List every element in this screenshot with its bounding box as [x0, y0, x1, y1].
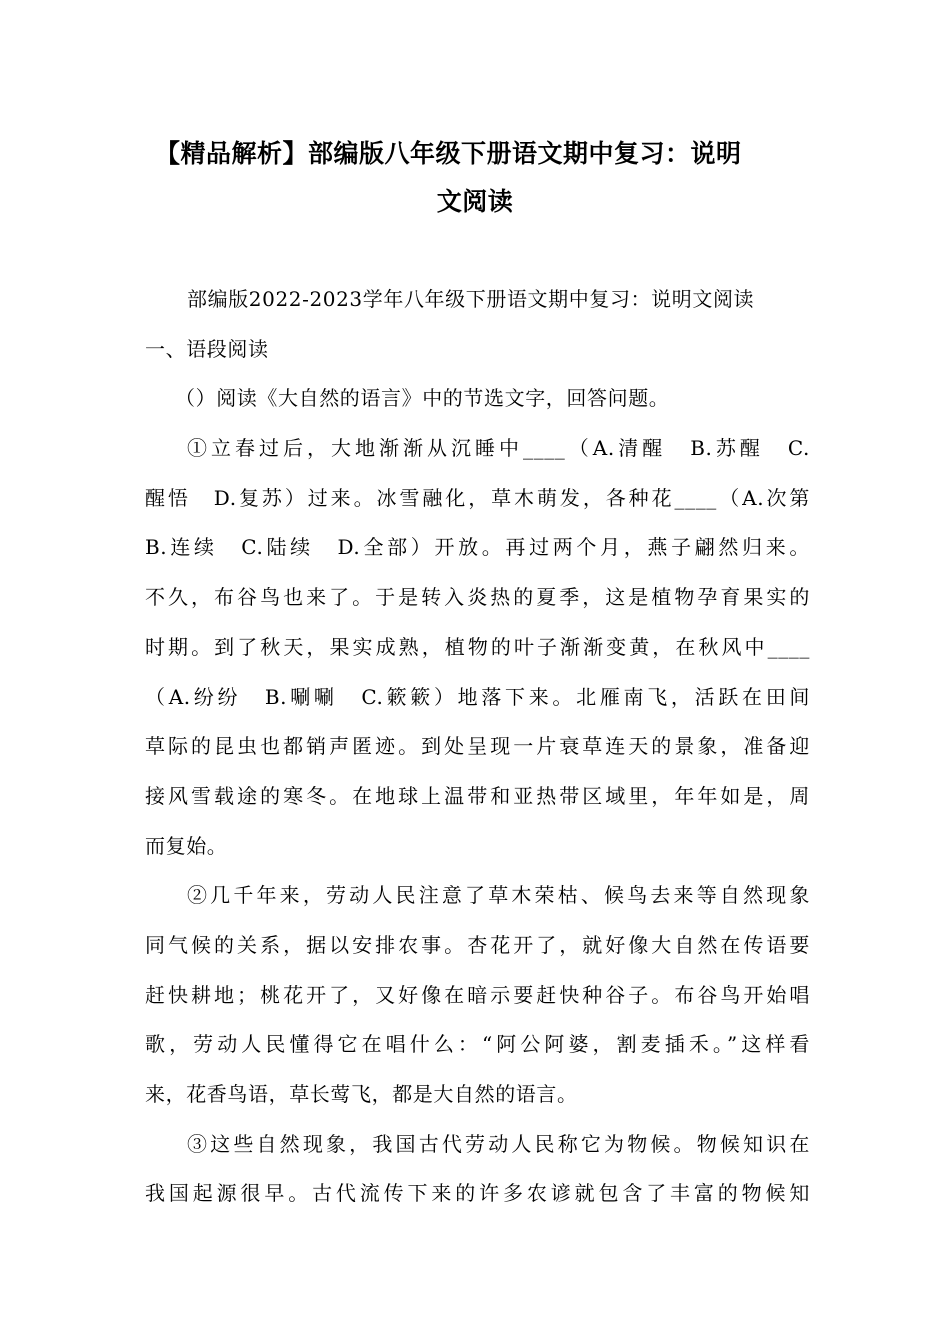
paragraph-2: [145, 871, 810, 1119]
paragraph-line: 接风雪载途的寒冬。在地球上温带和亚热带区域里，年年如是，周: [145, 783, 810, 808]
paragraph-3: [145, 1120, 810, 1219]
paragraph-1: [145, 424, 810, 871]
paragraph-line: 同气候的关系，据以安排农事。杏花开了，就好像大自然在传语要: [145, 932, 810, 957]
paragraph-line: 不久，布谷鸟也来了。于是转入炎热的夏季，这是植物孕育果实的: [145, 585, 810, 610]
paragraph-line: 我国起源很早。古代流传下来的许多农谚就包含了丰富的物候知: [145, 1181, 810, 1206]
document-title-line-2: 文阅读: [436, 187, 514, 216]
paragraph-line: 而复始。: [145, 833, 228, 858]
paragraph-line: 醒悟 D.复苏）过来。冰雪融化，草木萌发，各种花____（A.次第: [145, 485, 810, 510]
section-heading: 一、语段阅读: [145, 336, 269, 361]
paragraph-line: 赶快耕地；桃花开了，又好像在暗示要赶快种谷子。布谷鸟开始唱: [145, 982, 810, 1007]
paragraph-line: ②几千年来，劳动人民注意了草木荣枯、候鸟去来等自然现象: [187, 883, 810, 908]
question-intro: （）阅读《大自然的语言》中的节选文字，回答问题。: [175, 386, 670, 411]
paragraph-line: 草际的昆虫也都销声匿迹。到处呈现一片衰草连天的景象，准备迎: [145, 734, 810, 759]
paragraph-line: ③这些自然现象，我国古代劳动人民称它为物候。物候知识在: [187, 1131, 810, 1156]
paragraph-line: 歌，劳动人民懂得它在唱什么：“阿公阿婆，割麦插禾。”这样看: [145, 1032, 810, 1057]
document-subtitle: 部编版2022-2023学年八年级下册语文期中复习：说明文阅读: [187, 287, 755, 311]
document-body: [145, 275, 810, 1219]
paragraph-line: （A.纷纷 B.唰唰 C.簌簌）地落下来。北雁南飞，活跃在田间: [145, 684, 810, 709]
paragraph-line: 来，花香鸟语，草长莺飞，都是大自然的语言。: [145, 1082, 578, 1106]
paragraph-line: ①立春过后，大地渐渐从沉睡中____（A.清醒 B.苏醒 C.: [187, 436, 810, 461]
paragraph-line: 时期。到了秋天，果实成熟，植物的叶子渐渐变黄，在秋风中____: [145, 634, 810, 659]
paragraph-line: B.连续 C.陆续 D.全部）开放。再过两个月，燕子翩然归来。: [145, 535, 810, 560]
document-title-line-1: 【精品解析】部编版八年级下册语文期中复习：说明: [155, 139, 742, 168]
